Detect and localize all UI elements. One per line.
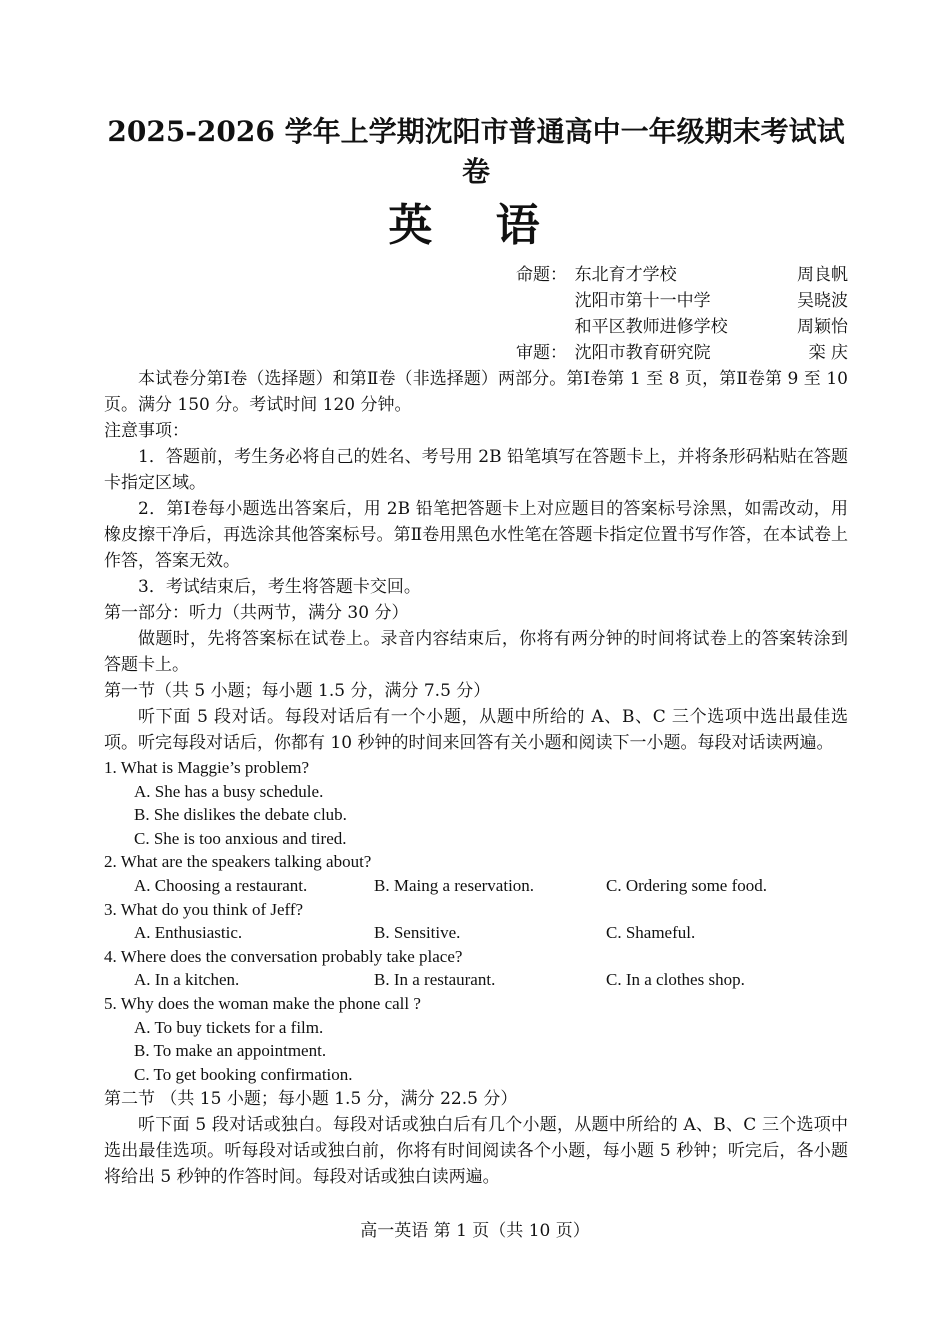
- author-role: [516, 314, 575, 340]
- author-row: [516, 314, 848, 340]
- option-b: B. Maing a reservation.: [374, 875, 535, 895]
- author-row: [516, 262, 848, 288]
- page-footer: 高一英语 第 1 页（共 10 页）: [360, 1221, 590, 1241]
- question-2: [104, 850, 848, 897]
- author-list: [516, 262, 848, 366]
- author-school: 沈阳市教育研究院: [574, 343, 711, 363]
- intro-text: 本试卷分第Ⅰ卷（选择题）和第Ⅱ卷（非选择题）两部分。第Ⅰ卷第 1 至 8 页，第Ⅱ卷第 9 至 10 页。满分 150 分。考试时间 120 分钟。: [104, 369, 848, 415]
- question-text: 4. Where does the conversation probably take place?: [104, 946, 463, 966]
- section2-instruction: 听下面 5 段对话或独白。每段对话或独白后有几个小题，从题中所给的 A、B、C 三个选项中选出最佳选项。听每段对话或独白前，你将有时间阅读各个小题，每小题 5 秒钟；听完后，各小题将给出 5 秒钟的作答时间。每段对话或独白读两遍。: [104, 1115, 848, 1188]
- question-5: [104, 992, 848, 1086]
- exam-page: [104, 112, 848, 1190]
- option-c: C. To get booking confirmation.: [134, 1064, 353, 1084]
- section1-instruction: 听下面 5 段对话。每段对话后有一个小题，从题中所给的 A、B、C 三个选项中选出最佳选项。听完每段对话后，你都有 10 秒钟的时间来回答有关小题和阅读下一小题。每段对话读两遍。: [104, 707, 848, 753]
- author-school: 沈阳市第十一中学: [574, 291, 711, 311]
- option-a: A. Enthusiastic.: [134, 923, 243, 943]
- part1-heading: 第一部分：听力（共两节，满分 30 分）: [104, 603, 409, 623]
- author-role: [516, 288, 575, 314]
- option-a: A. She has a busy schedule.: [134, 781, 324, 801]
- option-b: B. She dislikes the debate club.: [134, 805, 347, 825]
- author-name: 栾 庆: [808, 343, 849, 363]
- section1-heading: 第一节（共 5 小题；每小题 1.5 分，满分 7.5 分）: [104, 681, 491, 701]
- question-4: [104, 945, 848, 992]
- subject-title: 英 语: [388, 200, 564, 251]
- author-role: 命题：: [516, 265, 567, 285]
- option-c: C. She is too anxious and tired.: [134, 828, 347, 848]
- option-a: A. In a kitchen.: [134, 970, 240, 990]
- option-c: C. In a clothes shop.: [606, 970, 745, 990]
- author-name: 周颖怡: [797, 317, 849, 337]
- option-c: C. Ordering some food.: [606, 875, 768, 895]
- option-row: [104, 968, 848, 992]
- option-b: B. In a restaurant.: [374, 970, 496, 990]
- option-b: B. To make an appointment.: [134, 1041, 327, 1061]
- part1-instruction: 做题时，先将答案标在试卷上。录音内容结束后，你将有两分钟的时间将试卷上的答案转涂到答题卡上。: [104, 629, 848, 675]
- option-b: B. Sensitive.: [374, 923, 461, 943]
- author-school: 东北育才学校: [574, 265, 677, 285]
- author-name: 吴晓波: [797, 291, 849, 311]
- section2-heading: 第二节 （共 15 小题；每小题 1.5 分，满分 22.5 分）: [104, 1089, 518, 1110]
- option-a: A. Choosing a restaurant.: [134, 875, 308, 895]
- notice-item: 1．答题前，考生务必将自己的姓名、考号用 2B 铅笔填写在答题卡上，并将条形码粘贴在答题卡指定区域。: [104, 447, 848, 493]
- option-row: [104, 921, 848, 945]
- option-row: [104, 874, 848, 898]
- author-school: 和平区教师进修学校: [574, 317, 728, 337]
- question-text: 3. What do you think of Jeff?: [104, 899, 304, 919]
- author-row: [516, 340, 848, 366]
- author-name: 周良帆: [797, 265, 849, 285]
- author-row: [516, 288, 848, 314]
- author-role: 审题：: [516, 343, 567, 363]
- question-1: [104, 756, 848, 850]
- option-a: A. To buy tickets for a film.: [134, 1017, 324, 1037]
- question-text: 2. What are the speakers talking about?: [104, 852, 372, 872]
- notice-heading: 注意事项：: [104, 421, 189, 441]
- question-text: 1. What is Maggie’s problem?: [104, 758, 310, 777]
- notice-item: 2．第Ⅰ卷每小题选出答案后，用 2B 铅笔把答题卡上对应题目的答案标号涂黑，如需改动，用橡皮擦干净后，再选涂其他答案标号。第Ⅱ卷用黑色水性笔在答题卡指定位置书写作答，在本试卷上作答，答案无效。: [104, 499, 848, 571]
- question-text: 5. Why does the woman make the phone call ?: [104, 993, 421, 1013]
- notice-item: 3．考试结束后，考生将答题卡交回。: [138, 577, 421, 597]
- question-3: [104, 898, 848, 945]
- option-c: C. Shameful.: [606, 923, 696, 943]
- exam-title: 2025-2026 学年上学期沈阳市普通高中一年级期末考试试卷: [107, 115, 845, 188]
